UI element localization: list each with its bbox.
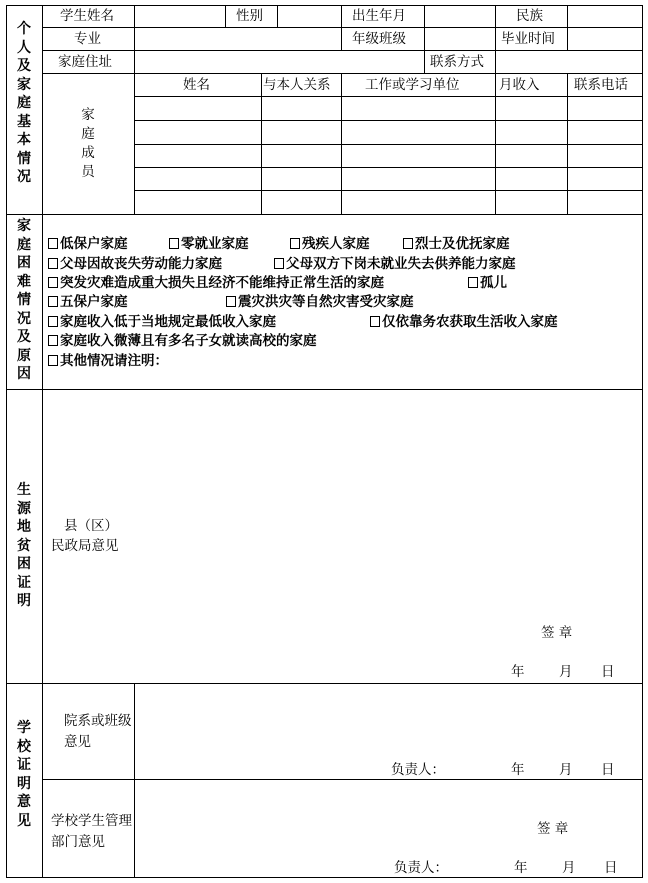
label-address: 家庭住址 [58, 54, 112, 70]
vline-r2-e [567, 27, 568, 50]
section-label-school: 学校证明意见 [17, 720, 31, 829]
divider-school [42, 779, 643, 780]
vline-r2-c [424, 27, 425, 50]
border-right [642, 5, 643, 878]
option-zero-employment[interactable]: 零就业家庭 [169, 236, 249, 252]
option-sudden-disaster[interactable]: 突发灾难造成重大损失且经济不能维持正常生活的家庭 [48, 275, 384, 291]
label-dept-opinion: 院系或班级意见 [64, 713, 132, 750]
checkbox-icon[interactable] [48, 316, 58, 327]
family-col-line-1 [261, 73, 262, 214]
label-column-line [42, 5, 43, 878]
label-civil-affairs-bureau: 民政局意见 [51, 538, 119, 554]
dept-date-day: 日 [601, 762, 615, 778]
vline-r3-c [495, 50, 496, 73]
family-col-income: 月收入 [499, 77, 540, 93]
vline-r1-d [341, 5, 342, 27]
label-grade-class: 年级班级 [352, 31, 406, 47]
vline-r1-f [495, 5, 496, 27]
border-left [6, 5, 7, 878]
dept-person-in-charge: 负责人： [391, 762, 445, 778]
dept-date-year: 年 [511, 762, 525, 778]
vline-r1-e [424, 5, 425, 27]
option-parents-unemployed[interactable]: 父母双方下岗未就业失去供养能力家庭 [274, 256, 516, 272]
label-student-name: 学生姓名 [60, 8, 114, 24]
option-martyr[interactable]: 烈士及优抚家庭 [403, 236, 510, 252]
label-family-members: 家庭成员 [81, 107, 95, 180]
label-major: 专业 [74, 31, 101, 47]
border-bottom [6, 877, 643, 878]
admin-seal-label: 签 章 [537, 821, 569, 837]
divider-section-3 [6, 683, 643, 684]
vline-r2-a [134, 27, 135, 50]
admin-date-year: 年 [514, 860, 528, 876]
divider-section-1 [6, 214, 643, 215]
label-gender: 性别 [236, 8, 263, 24]
row-line-1 [42, 27, 643, 28]
label-graduation: 毕业时间 [501, 31, 555, 47]
checkbox-icon[interactable] [403, 238, 413, 249]
option-multiple-children[interactable]: 家庭收入微薄且有多名子女就读高校的家庭 [48, 333, 317, 349]
origin-date-day: 日 [601, 664, 615, 680]
checkbox-icon[interactable] [48, 277, 58, 288]
family-col-workplace: 工作或学习单位 [365, 77, 460, 93]
checkbox-icon[interactable] [48, 238, 58, 249]
family-col-phone: 联系电话 [574, 77, 628, 93]
label-contact: 联系方式 [430, 54, 484, 70]
checkbox-icon[interactable] [169, 238, 179, 249]
vline-r1-a [134, 5, 135, 27]
checkbox-icon[interactable] [48, 355, 58, 366]
section-label-hardship: 家庭困难情况及原因 [17, 218, 31, 382]
option-parents-incapacitated[interactable]: 父母因故丧失劳动能力家庭 [48, 256, 222, 272]
vline-r2-d [495, 27, 496, 50]
section-label-personal: 个人及家庭基本情况 [17, 21, 31, 185]
family-col-line-3 [495, 73, 496, 214]
label-ethnicity: 民族 [516, 8, 543, 24]
family-label-col-line [134, 73, 135, 214]
origin-seal-label: 签 章 [541, 625, 573, 641]
family-col-relation: 与本人关系 [263, 77, 331, 93]
vline-r1-b [225, 5, 226, 27]
option-disabled[interactable]: 残疾人家庭 [290, 236, 370, 252]
vline-r2-b [341, 27, 342, 50]
option-below-minimum[interactable]: 家庭收入低于当地规定最低收入家庭 [48, 314, 276, 330]
origin-date-month: 月 [559, 664, 573, 680]
checkbox-icon[interactable] [290, 238, 300, 249]
option-low-income[interactable]: 低保户家庭 [48, 236, 128, 252]
checkbox-icon[interactable] [468, 277, 478, 288]
admin-date-month: 月 [562, 860, 576, 876]
section-label-origin: 生源地贫困证明 [17, 482, 31, 609]
dept-date-month: 月 [559, 762, 573, 778]
origin-date-year: 年 [511, 664, 525, 680]
family-col-name: 姓名 [183, 77, 210, 93]
row-line-2 [42, 50, 643, 51]
option-orphan[interactable]: 孤儿 [468, 275, 507, 291]
label-admin-opinion: 学校学生管理部门意见 [51, 813, 132, 850]
admin-person-in-charge: 负责人： [394, 860, 448, 876]
vline-r1-c [277, 5, 278, 27]
checkbox-icon[interactable] [226, 296, 236, 307]
row-line-3 [42, 73, 643, 74]
vline-r3-b [424, 50, 425, 73]
option-natural-disaster[interactable]: 震灾洪灾等自然灾害受灾家庭 [226, 294, 414, 310]
label-county: 县（区） [64, 518, 118, 534]
checkbox-icon[interactable] [274, 258, 284, 269]
option-five-guarantee[interactable]: 五保户家庭 [48, 294, 128, 310]
checkbox-icon[interactable] [48, 258, 58, 269]
checkbox-icon[interactable] [48, 296, 58, 307]
vline-r1-g [567, 5, 568, 27]
option-other[interactable]: 其他情况请注明： [48, 353, 168, 369]
vline-r3-a [134, 50, 135, 73]
border-top [6, 5, 643, 6]
checkbox-icon[interactable] [370, 316, 380, 327]
family-col-line-4 [567, 73, 568, 214]
option-farming-only[interactable]: 仅依靠务农获取生活收入家庭 [370, 314, 558, 330]
admin-date-day: 日 [604, 860, 618, 876]
label-birth: 出生年月 [352, 8, 406, 24]
family-col-line-2 [341, 73, 342, 214]
checkbox-icon[interactable] [48, 335, 58, 346]
divider-section-2 [6, 389, 643, 390]
